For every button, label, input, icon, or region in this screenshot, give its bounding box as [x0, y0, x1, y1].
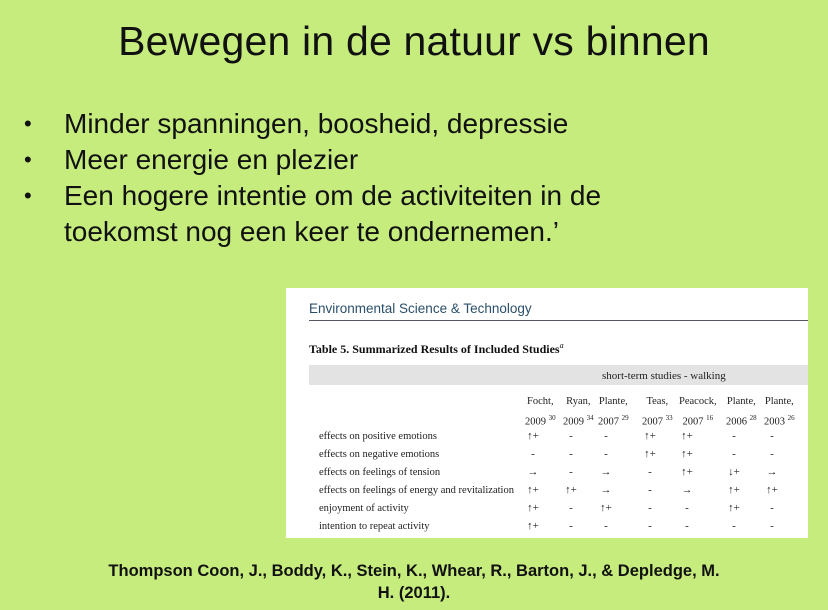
column-ref: 33 — [665, 414, 673, 422]
table-cell: ↑+ — [766, 484, 778, 496]
table-cell: - — [770, 520, 774, 532]
group-header-label: short-term studies - walking — [602, 370, 726, 382]
row-label: effects on negative emotions — [319, 449, 440, 460]
citation-line-2: H. (2011). — [377, 584, 451, 602]
table-cell: ↑+ — [527, 502, 539, 514]
column-year: 2003 — [764, 416, 785, 428]
table-cell: ↑+ — [527, 520, 539, 532]
column-year: 2009 — [563, 416, 584, 428]
table-cell: ↑+ — [527, 484, 539, 496]
table-cell: - — [604, 520, 608, 532]
group-header-band — [309, 365, 808, 385]
table-cell: - — [770, 448, 774, 460]
column-author: Plante, — [598, 396, 628, 407]
table-cell: - — [604, 430, 608, 442]
bullet-text: Meer energie en plezier — [64, 144, 359, 175]
row-label: effects on positive emotions — [319, 431, 437, 442]
bullet-text: Een hogere intentie om de activiteiten in de — [64, 180, 602, 211]
slide-title: Bewegen in de natuur vs binnen — [118, 18, 710, 64]
column-year: 2007 — [598, 416, 619, 428]
column-ref: 30 — [548, 414, 556, 422]
table-caption-text: Table 5. Summarized Results of Included Studies — [309, 342, 560, 356]
table-cell: - — [648, 520, 652, 532]
citation — [0, 560, 828, 604]
journal-divider — [309, 320, 808, 321]
column-header — [525, 393, 556, 431]
row-label: enjoyment of activity — [319, 503, 409, 514]
table-cell: - — [732, 448, 736, 460]
column-year: 2006 — [726, 416, 747, 428]
table-cell: ↑+ — [681, 448, 693, 460]
journal-name: Environmental Science & Technology — [309, 301, 532, 316]
table-cell: - — [569, 502, 573, 514]
table-cell: - — [604, 448, 608, 460]
column-ref: 26 — [787, 414, 795, 422]
table-cell: - — [685, 502, 689, 514]
table-caption — [309, 341, 564, 357]
table-screenshot — [286, 288, 808, 538]
table-cell: - — [770, 430, 774, 442]
bullet-list — [22, 106, 802, 250]
table-cell: ↑+ — [681, 466, 693, 478]
column-ref: 28 — [749, 414, 757, 422]
bullet-dot-icon: • — [24, 111, 32, 136]
row-label: effects on feelings of energy and revitalization — [319, 485, 514, 496]
table-cell: ↑+ — [644, 448, 656, 460]
table-cell: → — [600, 484, 612, 496]
bullet-dot-icon: • — [24, 183, 32, 208]
table-cell: - — [732, 520, 736, 532]
table-cell: ↑+ — [527, 430, 539, 442]
column-year: 2007 — [642, 416, 663, 428]
table-cell: ↑+ — [600, 502, 612, 514]
table-cell: - — [531, 448, 535, 460]
table-cell: - — [685, 520, 689, 532]
column-ref: 16 — [706, 414, 714, 422]
bullet-text: Minder spanningen, boosheid, depressie — [64, 108, 569, 139]
table-cell: ↑+ — [644, 430, 656, 442]
bullet-item — [22, 178, 802, 250]
table-cell: ↑+ — [728, 502, 740, 514]
table-cell: - — [770, 502, 774, 514]
column-author: Focht, — [527, 396, 554, 407]
table-cell: ↑+ — [565, 484, 577, 496]
table-cell: - — [648, 484, 652, 496]
table-cell: - — [569, 520, 573, 532]
table-cell: ↑+ — [728, 484, 740, 496]
table-cell: → — [600, 466, 612, 478]
table-caption-footnote: a — [559, 341, 564, 350]
column-ref: 29 — [621, 414, 629, 422]
column-author: Teas, — [646, 396, 669, 407]
bullet-item — [22, 106, 802, 142]
column-author: Peacock, — [679, 396, 717, 407]
column-year: 2007 — [682, 416, 704, 428]
column-ref: 34 — [586, 414, 594, 422]
row-label: intention to repeat activity — [319, 521, 430, 532]
table-cell: - — [648, 466, 652, 478]
table-cell: - — [732, 430, 736, 442]
table-cell: - — [569, 448, 573, 460]
table-cell: - — [648, 502, 652, 514]
column-header — [764, 393, 795, 431]
column-year: 2009 — [525, 416, 546, 428]
column-header — [642, 393, 673, 431]
bullet-dot-icon: • — [24, 147, 32, 172]
table-cell: ↓+ — [728, 466, 740, 478]
table-cell: ↑+ — [681, 430, 693, 442]
bullet-item — [22, 142, 802, 178]
table-cell: → — [527, 466, 539, 478]
row-label: effects on feelings of tension — [319, 467, 441, 478]
table-cell: - — [569, 430, 573, 442]
column-author: Plante, — [764, 396, 794, 407]
column-header — [726, 393, 757, 431]
column-header — [563, 393, 594, 431]
column-author: Plante, — [726, 396, 756, 407]
column-header — [598, 393, 629, 431]
column-header — [679, 393, 717, 431]
citation-line-1: Thompson Coon, J., Boddy, K., Stein, K., Whear, R., Barton, J., & Depledge, M. — [108, 562, 720, 580]
table-cell: → — [681, 484, 693, 496]
table-cell: - — [569, 466, 573, 478]
column-author: Ryan, — [566, 396, 591, 407]
bullet-text-continued: toekomst nog een keer te ondernemen.’ — [64, 216, 559, 247]
table-cell: → — [766, 466, 778, 478]
